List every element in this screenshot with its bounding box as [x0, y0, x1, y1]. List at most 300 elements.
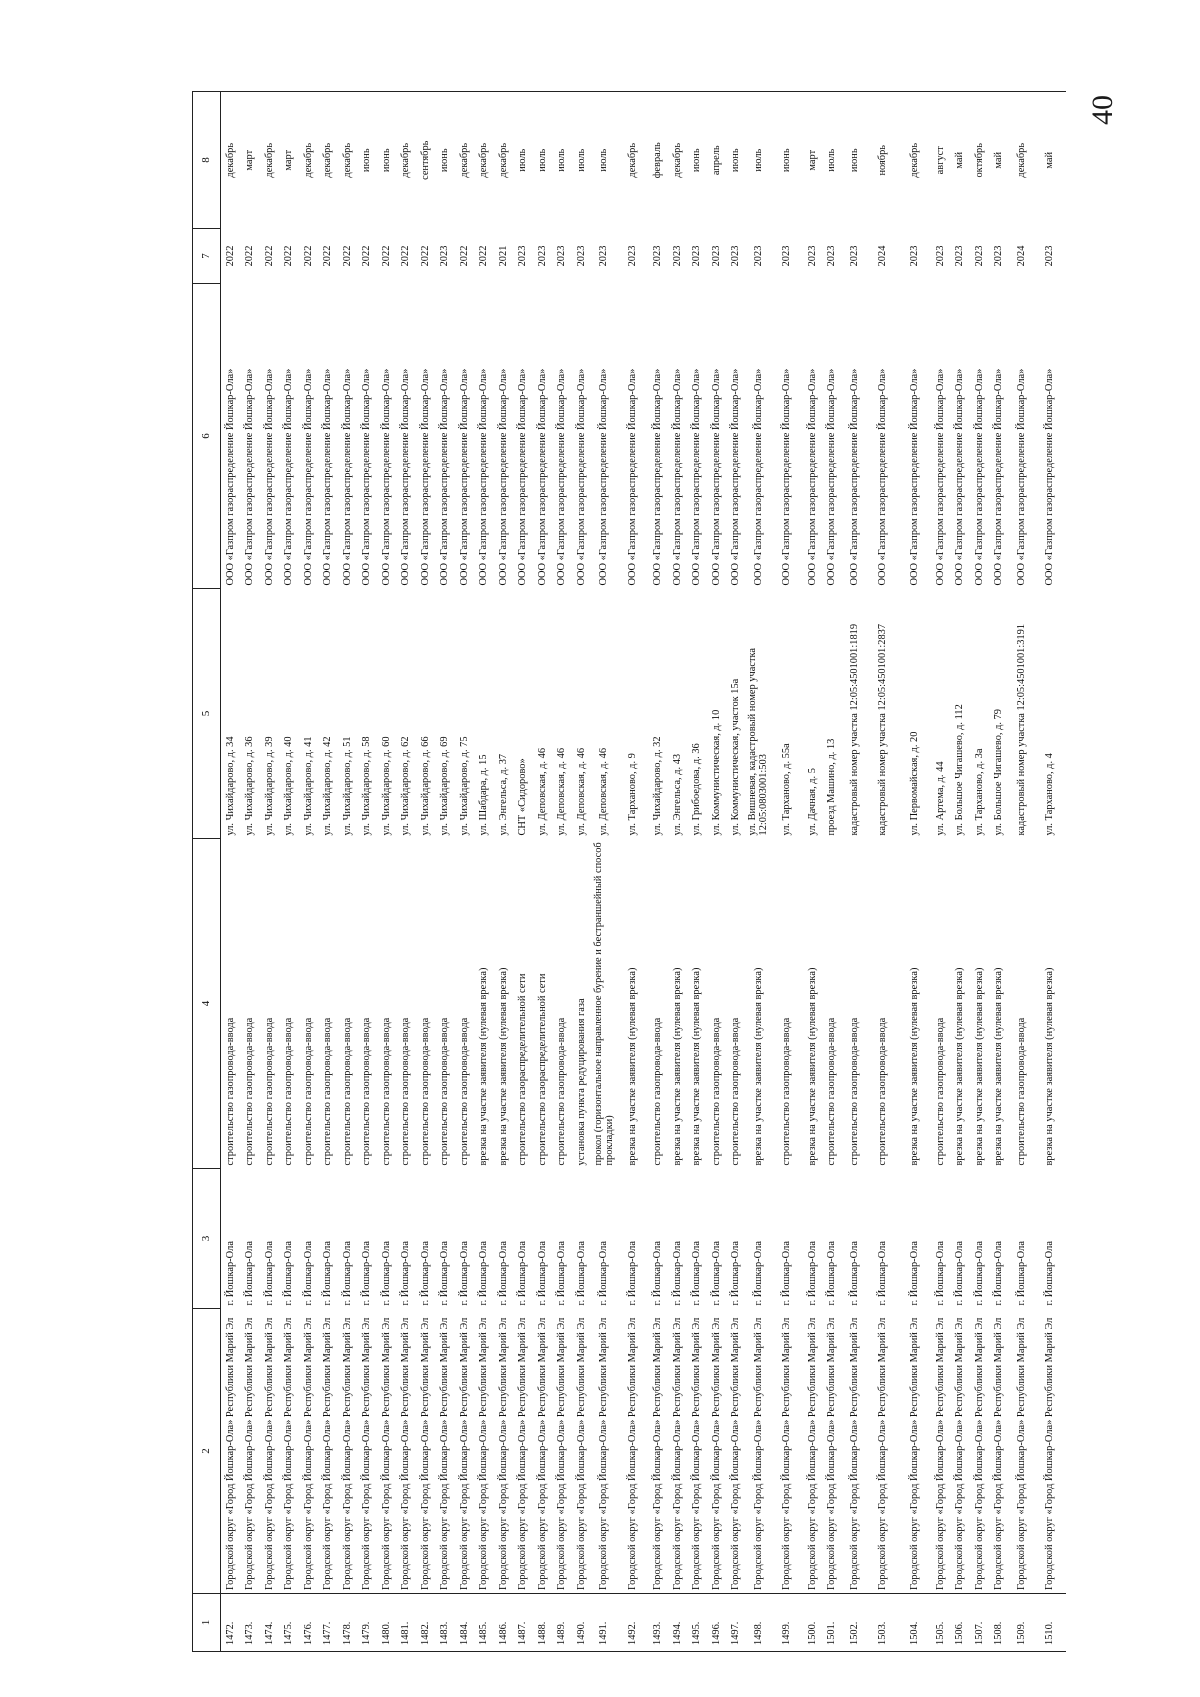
cell-settlement: г. Йошкар-Ола — [877, 1241, 888, 1306]
cell-row-number: 1490. — [572, 1594, 592, 1652]
cell-row-number: 1499. — [771, 1594, 803, 1652]
cell-work-type: строительство газораспределительной сети — [517, 973, 529, 1166]
cell-work-type: врезка на участке заявителя (нулевая врезка) — [497, 967, 509, 1166]
cell-address: ул. Чихайдарово, д. 40 — [283, 736, 295, 836]
cell-month: июнь — [687, 92, 707, 229]
cell-settlement: г. Йошкар-Ола — [556, 1241, 568, 1306]
cell-address: ул. Деповская, д. 46 — [575, 747, 587, 836]
cell-work-type: врезка на участке заявителя (нулевая врезка) — [909, 967, 920, 1166]
cell-month: декабрь — [318, 92, 338, 229]
cell-organization: ООО «Газпром газораспределение Йошкар-Ола» — [322, 368, 334, 586]
cell-row-number: 1474. — [260, 1594, 280, 1652]
cell-organization: ООО «Газпром газораспределение Йошкар-Ола» — [380, 368, 392, 586]
cell-row-number: 1510. — [1034, 1594, 1066, 1652]
cell-year: 2023 — [1044, 245, 1055, 267]
cell-month: июнь — [842, 92, 867, 229]
cell-address: ул. Большое Чигашево, д. 112 — [954, 704, 966, 836]
cell-organization: ООО «Газпром газораспределение Йошкар-Ола» — [934, 368, 946, 586]
cell-address: ул. Чихайдарово, д. 51 — [341, 736, 353, 836]
cell-settlement: г. Йошкар-Ола — [848, 1241, 860, 1306]
cell-year: 2024 — [1015, 245, 1027, 267]
table-row — [707, 92, 727, 1652]
cell-month: июнь — [726, 92, 746, 229]
cell-settlement: г. Йошкар-Ола — [781, 1241, 792, 1306]
cell-municipality: Городской округ «Город Йошкар-Ола» Республики Марий Эл — [400, 1317, 412, 1590]
table-row — [726, 92, 746, 1652]
cell-year: 2023 — [517, 245, 529, 267]
cell-year: 2023 — [691, 245, 703, 267]
cell-work-type: строительство газопровода-ввода — [419, 1017, 431, 1166]
cell-work-type: врезка на участке заявителя (нулевая врезка) — [626, 967, 638, 1166]
cell-year: 2022 — [225, 245, 236, 267]
cell-work-type: строительство газопровода-ввода — [302, 1017, 314, 1166]
cell-address: ул. Деповская, д. 46 — [556, 747, 568, 836]
cell-organization: ООО «Газпром газораспределение Йошкар-Ола» — [730, 368, 742, 586]
cell-settlement: г. Йошкар-Ола — [1015, 1241, 1027, 1306]
cell-address: ул. Чихайдарово, д. 75 — [458, 736, 470, 836]
cell-organization: ООО «Газпром газораспределение Йошкар-Ола» — [691, 368, 703, 586]
cell-work-type: врезка на участке заявителя (нулевая врезка) — [954, 967, 966, 1166]
cell-address: ул. Чихайдарово, д. 58 — [361, 736, 373, 836]
cell-organization: ООО «Газпром газораспределение Йошкар-Ола» — [536, 368, 548, 586]
cell-address: ул. Дачная, д. 5 — [806, 768, 818, 836]
cell-municipality: Городской округ «Город Йошкар-Ола» Республики Марий Эл — [439, 1317, 451, 1590]
cell-organization: ООО «Газпром газораспределение Йошкар-Ола» — [826, 368, 838, 586]
cell-month: июль — [513, 92, 533, 229]
cell-municipality: Городской округ «Город Йошкар-Ола» Республики Марий Эл — [909, 1317, 920, 1590]
cell-address: ул. Артема, д. 44 — [934, 761, 946, 836]
cell-organization: ООО «Газпром газораспределение Йошкар-Ола» — [973, 368, 985, 586]
cell-work-type: строительство газопровода-ввода — [380, 1017, 392, 1166]
cell-municipality: Городской округ «Город Йошкар-Ола» Республики Марий Эл — [458, 1317, 470, 1590]
header-col-2: 2 — [193, 1309, 221, 1594]
cell-address: ул. Тарханово, д. 55а — [781, 743, 792, 836]
cell-organization: ООО «Газпром газораспределение Йошкар-Ола» — [556, 368, 568, 586]
cell-settlement: г. Йошкар-Ола — [302, 1241, 314, 1306]
cell-settlement: г. Йошкар-Ола — [652, 1241, 664, 1306]
table-row — [474, 92, 494, 1652]
cell-year: 2023 — [954, 245, 966, 267]
cell-row-number: 1478. — [338, 1594, 358, 1652]
table-row — [416, 92, 436, 1652]
cell-row-number: 1501. — [822, 1594, 842, 1652]
cell-work-type: строительство газопровода-ввода — [244, 1017, 256, 1166]
cell-organization: ООО «Газпром газораспределение Йошкар-Ола» — [1015, 368, 1027, 586]
cell-organization: ООО «Газпром газораспределение Йошкар-Ола» — [1044, 368, 1055, 586]
cell-year: 2022 — [478, 245, 490, 267]
cell-month: декабрь — [396, 92, 416, 229]
cell-municipality: Городской округ «Город Йошкар-Ола» Республики Марий Эл — [380, 1317, 392, 1590]
cell-year: 2023 — [710, 245, 722, 267]
cell-row-number: 1475. — [279, 1594, 299, 1652]
cell-municipality: Городской округ «Город Йошкар-Ола» Республики Марий Эл — [283, 1317, 295, 1590]
cell-year: 2022 — [400, 245, 412, 267]
cell-organization: ООО «Газпром газораспределение Йошкар-Ола» — [848, 368, 860, 586]
cell-address: ул. Чихайдарово, д. 60 — [380, 736, 392, 836]
table-row — [591, 92, 616, 1652]
table-row — [494, 92, 514, 1652]
cell-organization: ООО «Газпром газораспределение Йошкар-Ола» — [497, 368, 509, 586]
cell-year: 2023 — [626, 245, 638, 267]
cell-settlement: г. Йошкар-Ола — [826, 1241, 838, 1306]
cell-row-number: 1485. — [474, 1594, 494, 1652]
cell-year: 2023 — [730, 245, 742, 267]
cell-month: декабрь — [616, 92, 648, 229]
cell-municipality: Городской округ «Город Йошкар-Ола» Республики Марий Эл — [575, 1317, 587, 1590]
cell-month: март — [240, 92, 260, 229]
cell-month: июль — [746, 92, 771, 229]
cell-settlement: г. Йошкар-Ола — [225, 1241, 236, 1306]
cell-row-number: 1498. — [746, 1594, 771, 1652]
cell-month: июнь — [377, 92, 397, 229]
cell-year: 2023 — [973, 245, 985, 267]
cell-settlement: г. Йошкар-Ола — [244, 1241, 256, 1306]
cell-work-type: строительство газопровода-ввода — [556, 1017, 568, 1166]
cell-work-type: врезка на участке заявителя (нулевая врезка) — [671, 967, 683, 1166]
table-row — [1009, 92, 1034, 1652]
table-row — [822, 92, 842, 1652]
cell-row-number: 1486. — [494, 1594, 514, 1652]
cell-settlement: г. Йошкар-Ола — [598, 1241, 609, 1306]
cell-work-type: строительство газопровода-ввода — [458, 1017, 470, 1166]
cell-work-type: строительство газопровода-ввода — [826, 1017, 838, 1166]
cell-month: декабрь — [668, 92, 688, 229]
header-col-8: 8 — [193, 92, 221, 229]
table-row — [221, 92, 241, 1652]
table-row — [396, 92, 416, 1652]
cell-work-type: врезка на участке заявителя (нулевая врезка) — [993, 967, 1005, 1166]
cell-organization: ООО «Газпром газораспределение Йошкар-Ола» — [598, 368, 609, 586]
cell-settlement: г. Йошкар-Ола — [671, 1241, 683, 1306]
cell-organization: ООО «Газпром газораспределение Йошкар-Ола» — [752, 368, 764, 586]
cell-organization: ООО «Газпром газораспределение Йошкар-Ола» — [302, 368, 314, 586]
table-row — [357, 92, 377, 1652]
cell-municipality: Городской округ «Город Йошкар-Ола» Республики Марий Эл — [626, 1317, 638, 1590]
cell-row-number: 1502. — [842, 1594, 867, 1652]
cell-month: август — [931, 92, 951, 229]
cell-year: 2022 — [244, 245, 256, 267]
cell-month: июль — [533, 92, 553, 229]
cell-municipality: Городской округ «Город Йошкар-Ола» Республики Марий Эл — [826, 1317, 838, 1590]
cell-year: 2023 — [752, 245, 764, 267]
cell-year: 2023 — [934, 245, 946, 267]
table-row — [533, 92, 553, 1652]
cell-year: 2022 — [419, 245, 431, 267]
cell-month: декабрь — [1009, 92, 1034, 229]
cell-month: июнь — [771, 92, 803, 229]
cell-work-type: строительство газопровода-ввода — [781, 1017, 792, 1166]
cell-work-type: врезка на участке заявителя (нулевая врезка) — [752, 967, 764, 1166]
header-col-4: 4 — [193, 839, 221, 1169]
table-row — [552, 92, 572, 1652]
cell-settlement: г. Йошкар-Ола — [458, 1241, 470, 1306]
cell-organization: ООО «Газпром газораспределение Йошкар-Ола» — [517, 368, 529, 586]
cell-address: ул. Грибоедова, д. 36 — [691, 743, 703, 836]
cell-municipality: Городской округ «Город Йошкар-Ола» Республики Марий Эл — [671, 1317, 683, 1590]
cell-year: 2023 — [806, 245, 818, 267]
cell-year: 2023 — [826, 245, 838, 267]
cell-address: кадастровый номер участка 12:05:4501001:2837 — [877, 623, 888, 836]
table-row — [771, 92, 803, 1652]
cell-year: 2021 — [497, 245, 509, 267]
cell-year: 2023 — [909, 245, 920, 267]
gas-works-table — [192, 91, 1066, 1652]
cell-organization: ООО «Газпром газораспределение Йошкар-Ола» — [652, 368, 664, 586]
cell-municipality: Городской округ «Город Йошкар-Ола» Республики Марий Эл — [752, 1317, 764, 1590]
cell-address: ул. Энгельса, д. 43 — [671, 753, 683, 836]
cell-organization: ООО «Газпром газораспределение Йошкар-Ола» — [400, 368, 412, 586]
cell-row-number: 1504. — [899, 1594, 931, 1652]
cell-month: декабрь — [494, 92, 514, 229]
cell-year: 2022 — [283, 245, 295, 267]
cell-address: ул. Тарханово, д. 3а — [973, 748, 985, 836]
cell-month: декабрь — [260, 92, 280, 229]
table-row — [648, 92, 668, 1652]
cell-work-type: врезка на участке заявителя (нулевая врезка) — [973, 967, 985, 1166]
cell-row-number: 1479. — [357, 1594, 377, 1652]
table-row — [989, 92, 1009, 1652]
cell-month: май — [989, 92, 1009, 229]
table-row — [687, 92, 707, 1652]
cell-settlement: г. Йошкар-Ола — [730, 1241, 742, 1306]
table-row — [260, 92, 280, 1652]
cell-municipality: Городской округ «Город Йошкар-Ола» Республики Марий Эл — [225, 1317, 236, 1590]
cell-municipality: Городской округ «Город Йошкар-Ола» Республики Марий Эл — [710, 1317, 722, 1590]
cell-organization: ООО «Газпром газораспределение Йошкар-Ола» — [993, 368, 1005, 586]
cell-address: ул. Чихайдарово, д. 69 — [439, 736, 451, 836]
cell-year: 2022 — [322, 245, 334, 267]
cell-address: кадастровый номер участка 12:05:4501001:1819 — [848, 623, 860, 836]
cell-municipality: Городской округ «Город Йошкар-Ола» Республики Марий Эл — [1015, 1317, 1027, 1590]
cell-municipality: Городской округ «Город Йошкар-Ола» Республики Марий Эл — [263, 1317, 275, 1590]
cell-settlement: г. Йошкар-Ола — [380, 1241, 392, 1306]
cell-month: декабрь — [899, 92, 931, 229]
cell-address: ул. Тарханово, д. 9 — [626, 753, 638, 836]
cell-settlement: г. Йошкар-Ола — [497, 1241, 509, 1306]
cell-municipality: Городской округ «Город Йошкар-Ола» Республики Марий Эл — [341, 1317, 353, 1590]
cell-row-number: 1494. — [668, 1594, 688, 1652]
cell-municipality: Городской округ «Город Йошкар-Ола» Республики Марий Эл — [973, 1317, 985, 1590]
cell-month: декабрь — [455, 92, 475, 229]
cell-municipality: Городской округ «Город Йошкар-Ола» Республики Марий Эл — [244, 1317, 256, 1590]
cell-settlement: г. Йошкар-Ола — [263, 1241, 275, 1306]
cell-row-number: 1495. — [687, 1594, 707, 1652]
cell-row-number: 1483. — [435, 1594, 455, 1652]
cell-month: июль — [591, 92, 616, 229]
cell-work-type: врезка на участке заявителя (нулевая врезка) — [691, 967, 703, 1166]
cell-month: декабрь — [474, 92, 494, 229]
cell-address: ул. Энгельса, д. 37 — [497, 753, 509, 836]
cell-organization: ООО «Газпром газораспределение Йошкар-Ола» — [877, 368, 888, 586]
cell-address: проезд Машино, д. 13 — [826, 738, 838, 836]
cell-settlement: г. Йошкар-Ола — [954, 1241, 966, 1306]
cell-work-type: врезка на участке заявителя (нулевая врезка) — [1044, 967, 1055, 1166]
cell-settlement: г. Йошкар-Ола — [806, 1241, 818, 1306]
cell-work-type: строительство газопровода-ввода — [263, 1017, 275, 1166]
cell-municipality: Городской округ «Город Йошкар-Ола» Республики Марий Эл — [302, 1317, 314, 1590]
table-row — [970, 92, 990, 1652]
cell-settlement: г. Йошкар-Ола — [283, 1241, 295, 1306]
cell-municipality: Городской округ «Город Йошкар-Ола» Республики Марий Эл — [848, 1317, 860, 1590]
cell-organization: ООО «Газпром газораспределение Йошкар-Ола» — [341, 368, 353, 586]
cell-organization: ООО «Газпром газораспределение Йошкар-Ола» — [478, 368, 490, 586]
cell-work-type: прокол (горизонтальное направленное бурение и бестраншейный способ прокладки) — [592, 842, 615, 1166]
cell-municipality: Городской округ «Город Йошкар-Ола» Республики Марий Эл — [536, 1317, 548, 1590]
cell-organization: ООО «Газпром газораспределение Йошкар-Ола» — [419, 368, 431, 586]
cell-work-type: строительство газопровода-ввода — [361, 1017, 373, 1166]
cell-month: май — [1034, 92, 1066, 229]
cell-organization: ООО «Газпром газораспределение Йошкар-Ола» — [710, 368, 722, 586]
cell-settlement: г. Йошкар-Ола — [322, 1241, 334, 1306]
cell-year: 2022 — [458, 245, 470, 267]
cell-month: февраль — [648, 92, 668, 229]
cell-row-number: 1488. — [533, 1594, 553, 1652]
cell-work-type: строительство газопровода-ввода — [283, 1017, 295, 1166]
cell-work-type: строительство газопровода-ввода — [848, 1017, 860, 1166]
cell-month: декабрь — [221, 92, 241, 229]
cell-row-number: 1507. — [970, 1594, 990, 1652]
cell-month: сентябрь — [416, 92, 436, 229]
cell-row-number: 1489. — [552, 1594, 572, 1652]
table-row — [377, 92, 397, 1652]
cell-year: 2024 — [877, 245, 888, 267]
cell-work-type: строительство газопровода-ввода — [710, 1017, 722, 1166]
table-row — [455, 92, 475, 1652]
cell-municipality: Городской округ «Город Йошкар-Ола» Республики Марий Эл — [361, 1317, 373, 1590]
cell-address: кадастровый номер участка 12:05:4501001:3191 — [1015, 623, 1027, 836]
cell-work-type: строительство газопровода-ввода — [730, 1017, 742, 1166]
cell-settlement: г. Йошкар-Ола — [400, 1241, 412, 1306]
cell-row-number: 1481. — [396, 1594, 416, 1652]
cell-settlement: г. Йошкар-Ола — [973, 1241, 985, 1306]
header-col-1: 1 — [193, 1594, 221, 1652]
cell-work-type: строительство газопровода-ввода — [341, 1017, 353, 1166]
table-row — [668, 92, 688, 1652]
cell-municipality: Городской округ «Город Йошкар-Ола» Республики Марий Эл — [419, 1317, 431, 1590]
header-col-3: 3 — [193, 1169, 221, 1309]
table-row — [616, 92, 648, 1652]
cell-organization: ООО «Газпром газораспределение Йошкар-Ола» — [244, 368, 256, 586]
cell-address: ул. Деповская, д. 46 — [536, 747, 548, 836]
cell-row-number: 1484. — [455, 1594, 475, 1652]
cell-row-number: 1476. — [299, 1594, 319, 1652]
cell-organization: ООО «Газпром газораспределение Йошкар-Ола» — [806, 368, 818, 586]
cell-year: 2023 — [439, 245, 451, 267]
cell-address: ул. Чихайдарово, д. 39 — [263, 736, 275, 836]
cell-month: май — [950, 92, 970, 229]
cell-settlement: г. Йошкар-Ола — [361, 1241, 373, 1306]
cell-row-number: 1492. — [616, 1594, 648, 1652]
table-row — [867, 92, 899, 1652]
cell-month: апрель — [707, 92, 727, 229]
cell-work-type: строительство газопровода-ввода — [877, 1017, 888, 1166]
cell-organization: ООО «Газпром газораспределение Йошкар-Ола» — [439, 368, 451, 586]
cell-row-number: 1508. — [989, 1594, 1009, 1652]
cell-address: ул. Тарханово, д. 4 — [1044, 753, 1055, 836]
cell-address: ул. Шабдара, д. 15 — [478, 754, 490, 836]
cell-month: июль — [552, 92, 572, 229]
cell-year: 2023 — [781, 245, 792, 267]
cell-row-number: 1509. — [1009, 1594, 1034, 1652]
cell-month: июль — [822, 92, 842, 229]
cell-month: июнь — [357, 92, 377, 229]
header-col-7: 7 — [193, 229, 221, 284]
cell-year: 2023 — [652, 245, 664, 267]
table-row — [435, 92, 455, 1652]
cell-work-type: врезка на участке заявителя (нулевая врезка) — [478, 967, 490, 1166]
table-row — [572, 92, 592, 1652]
cell-row-number: 1493. — [648, 1594, 668, 1652]
header-col-5: 5 — [193, 589, 221, 839]
cell-municipality: Городской округ «Город Йошкар-Ола» Республики Марий Эл — [497, 1317, 509, 1590]
cell-year: 2023 — [993, 245, 1005, 267]
cell-settlement: г. Йошкар-Ола — [575, 1241, 587, 1306]
cell-settlement: г. Йошкар-Ола — [934, 1241, 946, 1306]
cell-row-number: 1472. — [221, 1594, 241, 1652]
cell-municipality: Городской округ «Город Йошкар-Ола» Республики Марий Эл — [806, 1317, 818, 1590]
table-row — [513, 92, 533, 1652]
cell-address: ул. Большое Чигашево, д. 79 — [993, 709, 1005, 836]
cell-settlement: г. Йошкар-Ола — [439, 1241, 451, 1306]
cell-settlement: г. Йошкар-Ола — [341, 1241, 353, 1306]
cell-year: 2023 — [598, 245, 609, 267]
cell-year: 2023 — [575, 245, 587, 267]
cell-year: 2022 — [361, 245, 373, 267]
cell-settlement: г. Йошкар-Ола — [752, 1241, 764, 1306]
cell-municipality: Городской округ «Город Йошкар-Ола» Республики Марий Эл — [556, 1317, 568, 1590]
table-row — [803, 92, 823, 1652]
cell-settlement: г. Йошкар-Ола — [993, 1241, 1005, 1306]
cell-address: ул. Чихайдарово, д. 66 — [419, 736, 431, 836]
cell-row-number: 1505. — [931, 1594, 951, 1652]
table-row — [950, 92, 970, 1652]
cell-month: июнь — [435, 92, 455, 229]
cell-address: ул. Вишневая, кадастровый номер участка 12:05:0803001:503 — [747, 648, 769, 836]
cell-work-type: строительство газопровода-ввода — [225, 1017, 236, 1166]
cell-organization: ООО «Газпром газораспределение Йошкар-Ола» — [283, 368, 295, 586]
cell-settlement: г. Йошкар-Ола — [691, 1241, 703, 1306]
cell-month: декабрь — [299, 92, 319, 229]
table-row — [299, 92, 319, 1652]
cell-municipality: Городской округ «Город Йошкар-Ола» Республики Марий Эл — [993, 1317, 1005, 1590]
cell-municipality: Городской округ «Город Йошкар-Ола» Республики Марий Эл — [652, 1317, 664, 1590]
cell-work-type: установка пункта редуцирования газа — [575, 998, 587, 1166]
cell-address: ул. Чихайдарово, д. 34 — [225, 736, 236, 836]
table-body — [221, 92, 1066, 1652]
cell-month: октябрь — [970, 92, 990, 229]
cell-row-number: 1503. — [867, 1594, 899, 1652]
cell-organization: ООО «Газпром газораспределение Йошкар-Ола» — [781, 368, 792, 586]
cell-row-number: 1480. — [377, 1594, 397, 1652]
table-row — [746, 92, 771, 1652]
cell-address: СНТ «Сидорово» — [517, 758, 529, 836]
cell-work-type: строительство газораспределительной сети — [536, 973, 548, 1166]
cell-settlement: г. Йошкар-Ола — [517, 1241, 529, 1306]
cell-address: ул. Деповская, д. 46 — [598, 747, 609, 836]
table-row — [279, 92, 299, 1652]
cell-row-number: 1506. — [950, 1594, 970, 1652]
cell-year: 2022 — [380, 245, 392, 267]
cell-settlement: г. Йошкар-Ола — [710, 1241, 722, 1306]
cell-row-number: 1491. — [591, 1594, 616, 1652]
rotated-table-container — [192, 92, 1102, 1652]
cell-address: ул. Первомайская, д. 20 — [909, 731, 920, 836]
cell-year: 2022 — [341, 245, 353, 267]
cell-work-type: строительство газопровода-ввода — [322, 1017, 334, 1166]
cell-month: ноябрь — [867, 92, 899, 229]
table-row — [338, 92, 358, 1652]
cell-settlement: г. Йошкар-Ола — [419, 1241, 431, 1306]
